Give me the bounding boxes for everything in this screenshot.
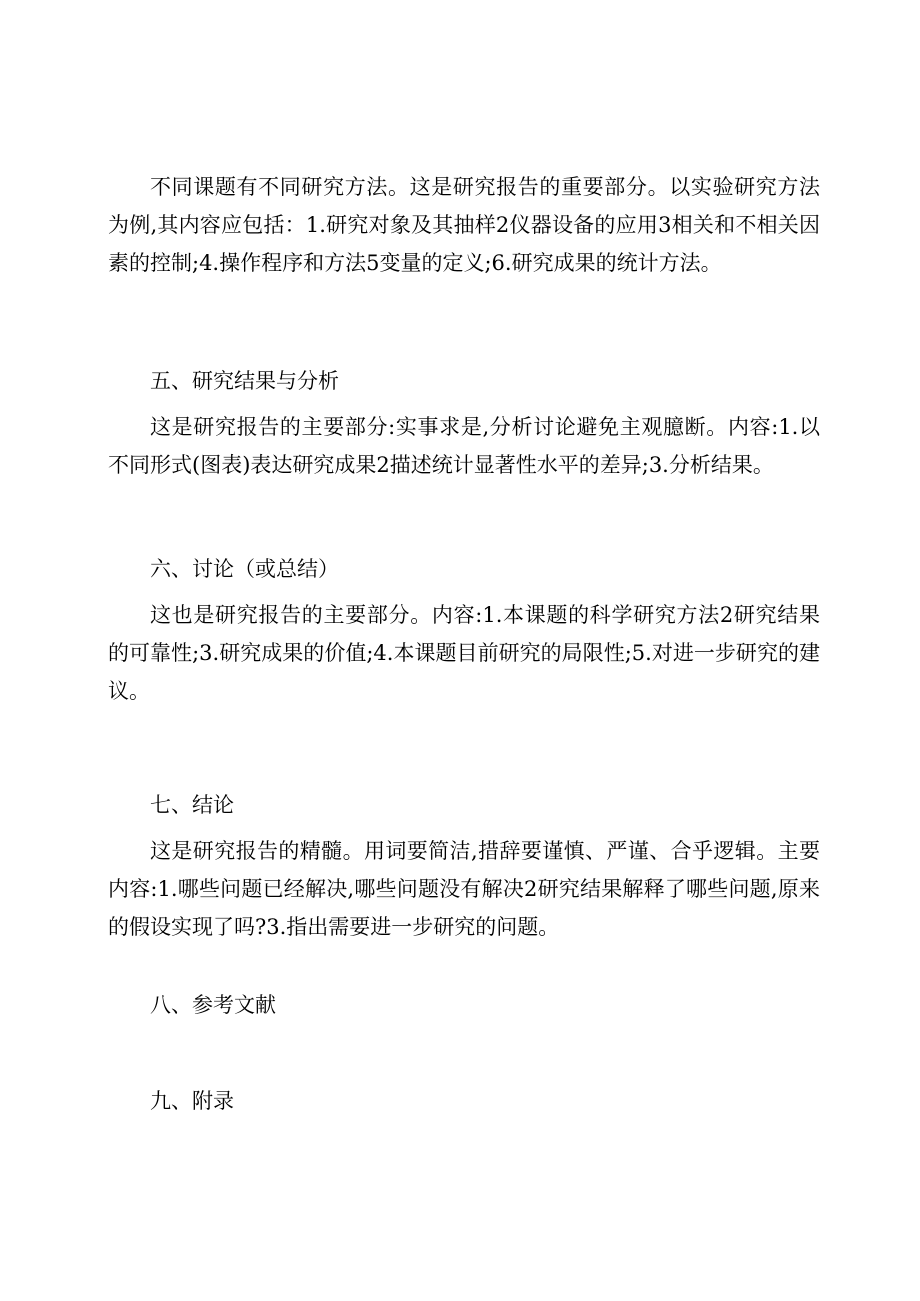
section-heading-appendix: 九、附录 [150, 1089, 234, 1113]
section-heading-results: 五、研究结果与分析 [150, 369, 339, 393]
section-body-conclusion: 这是研究报告的精髓。用词要简洁,措辞要谨慎、严谨、合乎逻辑。主要内容:1.哪些问题已经解决,哪些问题没有解决2研究结果解释了哪些问题,原来的假设实现了吗?3.指出需要进一步研究的问题。 [108, 839, 820, 939]
section-heading-conclusion: 七、结论 [150, 793, 234, 817]
section-body-results: 这是研究报告的主要部分:实事求是,分析讨论避免主观臆断。内容:1.以不同形式(图表)表达研究成果2描述统计显著性水平的差异;3.分析结果。 [108, 415, 820, 477]
section-heading-references: 八、参考文献 [150, 993, 276, 1017]
section-heading-discussion: 六、讨论（或总结） [150, 557, 339, 581]
section-body-discussion: 这也是研究报告的主要部分。内容:1.本课题的科学研究方法2研究结果的可靠性;3.研究成果的价值;4.本课题目前研究的局限性;5.对进一步研究的建议。 [108, 603, 820, 703]
intro-paragraph: 不同课题有不同研究方法。这是研究报告的重要部分。以实验研究方法为例,其内容应包括：1.研究对象及其抽样2仪器设备的应用3相关和不相关因素的控制;4.操作程序和方法5变量的定义;6.研究成果的统计方法。 [108, 175, 820, 275]
